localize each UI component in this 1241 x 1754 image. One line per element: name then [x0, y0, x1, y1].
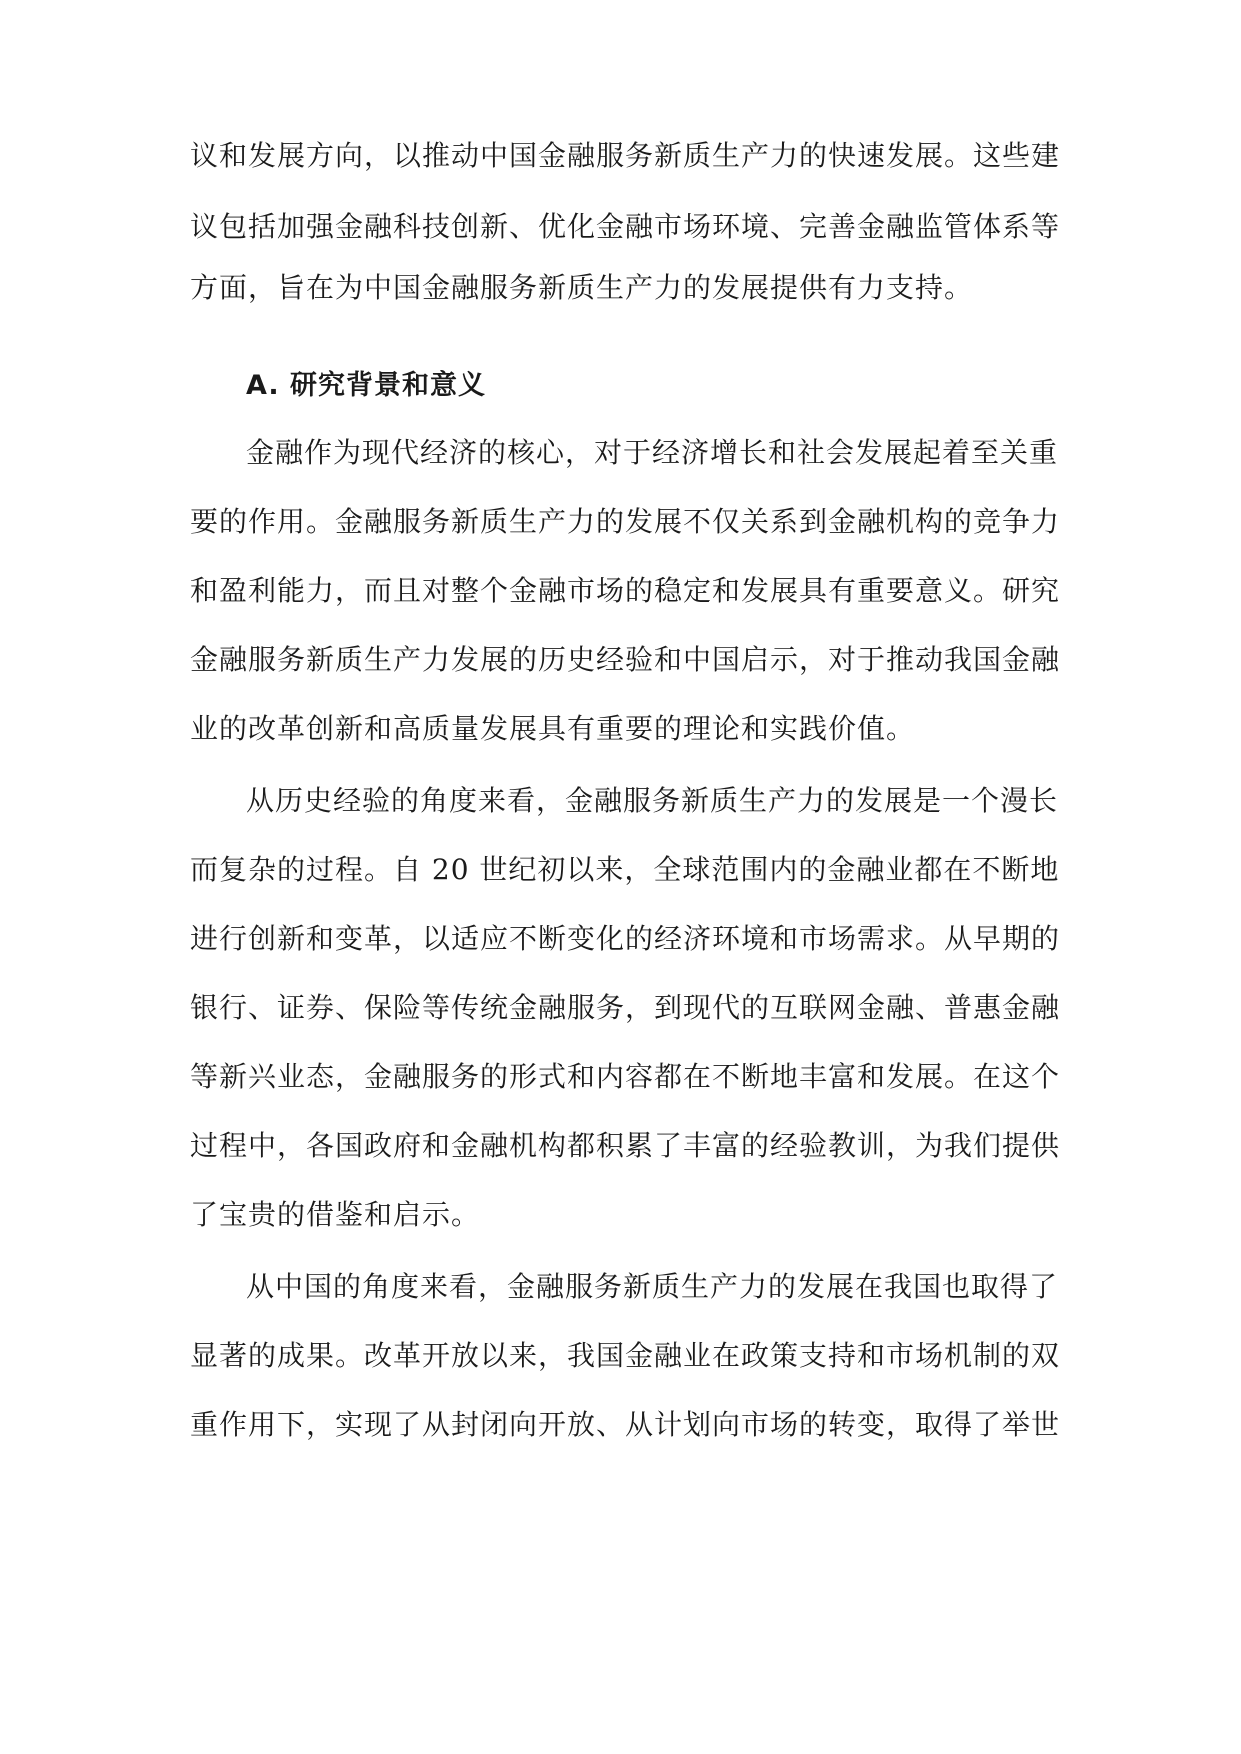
paragraph1-line-2: 要的作用。金融服务新质生产力的发展不仅关系到金融机构的竞争力 — [190, 505, 1061, 538]
paragraph3-line-2: 显著的成果。改革开放以来，我国金融业在政策支持和市场机制的双 — [190, 1339, 1061, 1372]
paragraph2-line-6: 过程中，各国政府和金融机构都积累了丰富的经验教训，为我们提供 — [190, 1129, 1061, 1162]
paragraph2-line-4: 银行、证券、保险等传统金融服务，到现代的互联网金融、普惠金融 — [190, 991, 1061, 1024]
paragraph2-line-1: 从历史经验的角度来看，金融服务新质生产力的发展是一个漫长 — [246, 784, 1059, 817]
paragraph1-line-1: 金融作为现代经济的核心，对于经济增长和社会发展起着至关重 — [246, 436, 1059, 469]
paragraph2-line-5: 等新兴业态，金融服务的形式和内容都在不断地丰富和发展。在这个 — [190, 1060, 1061, 1093]
paragraph3-line-3: 重作用下，实现了从封闭向开放、从计划向市场的转变，取得了举世 — [190, 1408, 1061, 1441]
paragraph2-line-2: 而复杂的过程。自 20 世纪初以来，全球范围内的金融业都在不断地 — [190, 853, 1060, 886]
paragraph2-line-3: 进行创新和变革，以适应不断变化的经济环境和市场需求。从早期的 — [190, 922, 1061, 955]
paragraph1-line-3: 和盈利能力，而且对整个金融市场的稳定和发展具有重要意义。研究 — [190, 574, 1061, 607]
section-heading: A. 研究背景和意义 — [246, 370, 487, 401]
paragraph1-line-4: 金融服务新质生产力发展的历史经验和中国启示，对于推动我国金融 — [190, 643, 1061, 676]
intro-line-3: 方面，旨在为中国金融服务新质生产力的发展提供有力支持。 — [190, 271, 974, 304]
paragraph3-line-1: 从中国的角度来看，金融服务新质生产力的发展在我国也取得了 — [246, 1270, 1059, 1303]
paragraph2-line-7: 了宝贵的借鉴和启示。 — [190, 1198, 481, 1231]
intro-line-1: 议和发展方向，以推动中国金融服务新质生产力的快速发展。这些建 — [190, 139, 1061, 172]
intro-line-2: 议包括加强金融科技创新、优化金融市场环境、完善金融监管体系等 — [190, 210, 1061, 243]
paragraph1-line-5: 业的改革创新和高质量发展具有重要的理论和实践价值。 — [190, 712, 916, 745]
